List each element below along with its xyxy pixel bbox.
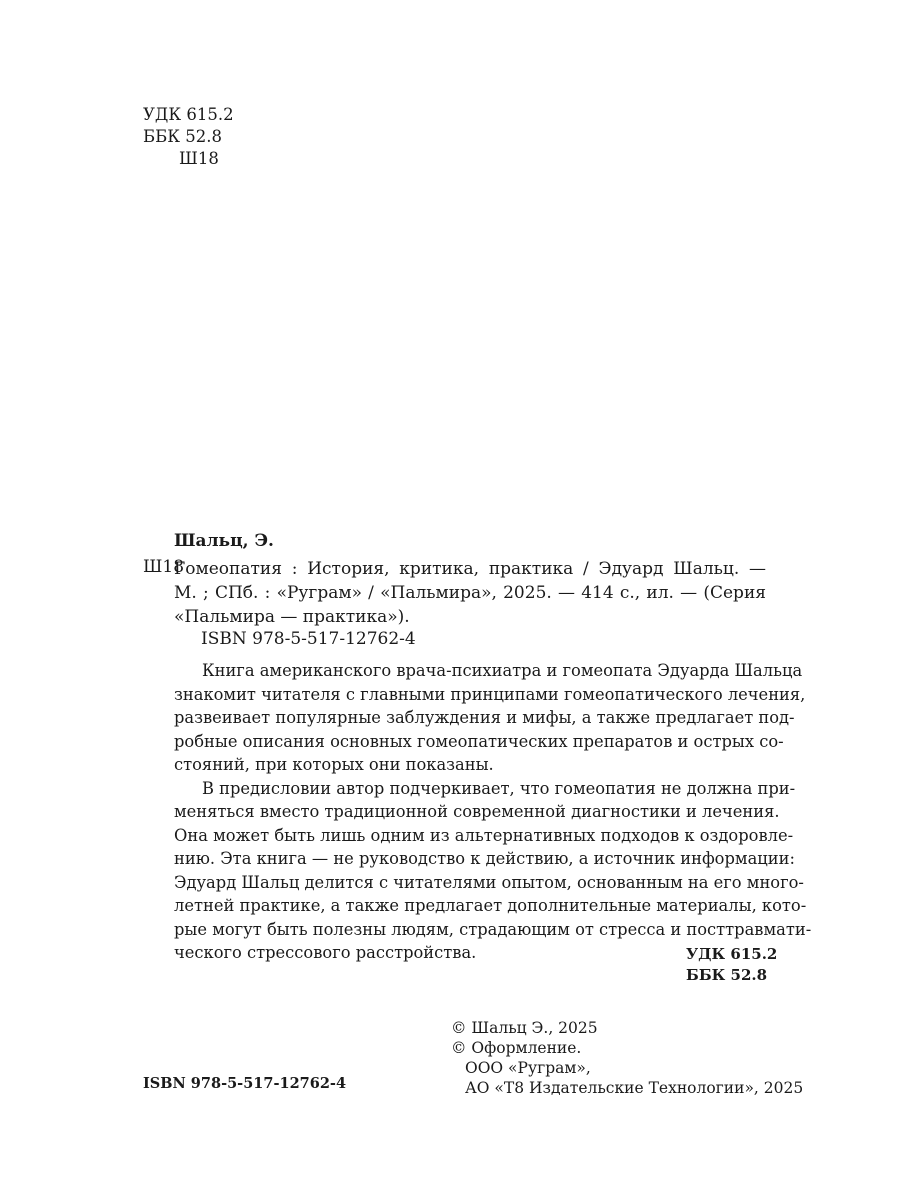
author-heading: Шальц, Э. — [174, 531, 274, 551]
annotation-line: рые могут быть полезны людям, страдающим от стресса и посттравмати- — [174, 919, 812, 939]
annotation-line: ческого стрессового расстройства. — [174, 943, 477, 962]
catalog-number: Ш18 — [143, 557, 185, 577]
top-classification-codes — [143, 104, 234, 170]
author-mark: Ш18 — [179, 149, 219, 168]
copyright-design: © Оформление. — [451, 1039, 582, 1057]
bibliographic-record — [174, 557, 766, 629]
annotation-line: робные описания основных гомеопатических препаратов и острых со- — [174, 731, 784, 751]
record-line: «Пальмира — практика»). — [174, 607, 410, 627]
copyright-author: © Шальц Э., 2025 — [451, 1019, 598, 1037]
copyright-printer: АО «Т8 Издательские Технологии», 2025 — [465, 1079, 804, 1097]
annotation-line: стояний, при которых они показаны. — [174, 755, 494, 774]
udk-code-bold: УДК 615.2 — [686, 945, 778, 963]
annotation-line: нию. Эта книга — не руководство к действию, а источник информации: — [174, 849, 795, 868]
bbk-code: ББК 52.8 — [143, 127, 223, 146]
bottom-isbn: ISBN 978-5-517-12762-4 — [143, 1075, 347, 1092]
annotation-line: Она может быть лишь одним из альтернативных подходов к оздоровле- — [174, 825, 794, 845]
right-classification-codes — [686, 944, 777, 986]
annotation-line: Книга американского врача-психиатра и гомеопата Эдуарда Шальца — [202, 661, 803, 680]
copyright-block — [451, 1018, 803, 1098]
annotation-line: В предисловии автор подчеркивает, что гомеопатия не должна при- — [202, 778, 796, 798]
bbk-code-bold: ББК 52.8 — [686, 966, 768, 984]
record-isbn: ISBN 978-5-517-12762-4 — [201, 629, 416, 649]
annotation-line: летней практике, а также предлагает дополнительные материалы, кото- — [174, 896, 807, 915]
udk-code: УДК 615.2 — [143, 105, 234, 124]
annotation-line: знакомит читателя с главными принципами гомеопатического лечения, — [174, 684, 806, 704]
annotation-line: развеивает популярные заблуждения и мифы, а также предлагает под- — [174, 708, 795, 727]
record-line: Гомеопатия : История, критика, практика / Эдуард Шальц. — — [174, 559, 766, 579]
annotation-line: Эдуард Шальц делится с читателями опытом, основанным на его много- — [174, 872, 804, 892]
record-line: М. ; СПб. : «Ругрaм» / «Пальмира», 2025. — 414 с., ил. — (Серия — [174, 583, 766, 603]
annotation — [174, 659, 812, 965]
copyright-publisher: ООО «Ругрaм», — [465, 1059, 591, 1077]
annotation-line: меняться вместо традиционной современной диагностики и лечения. — [174, 802, 780, 821]
